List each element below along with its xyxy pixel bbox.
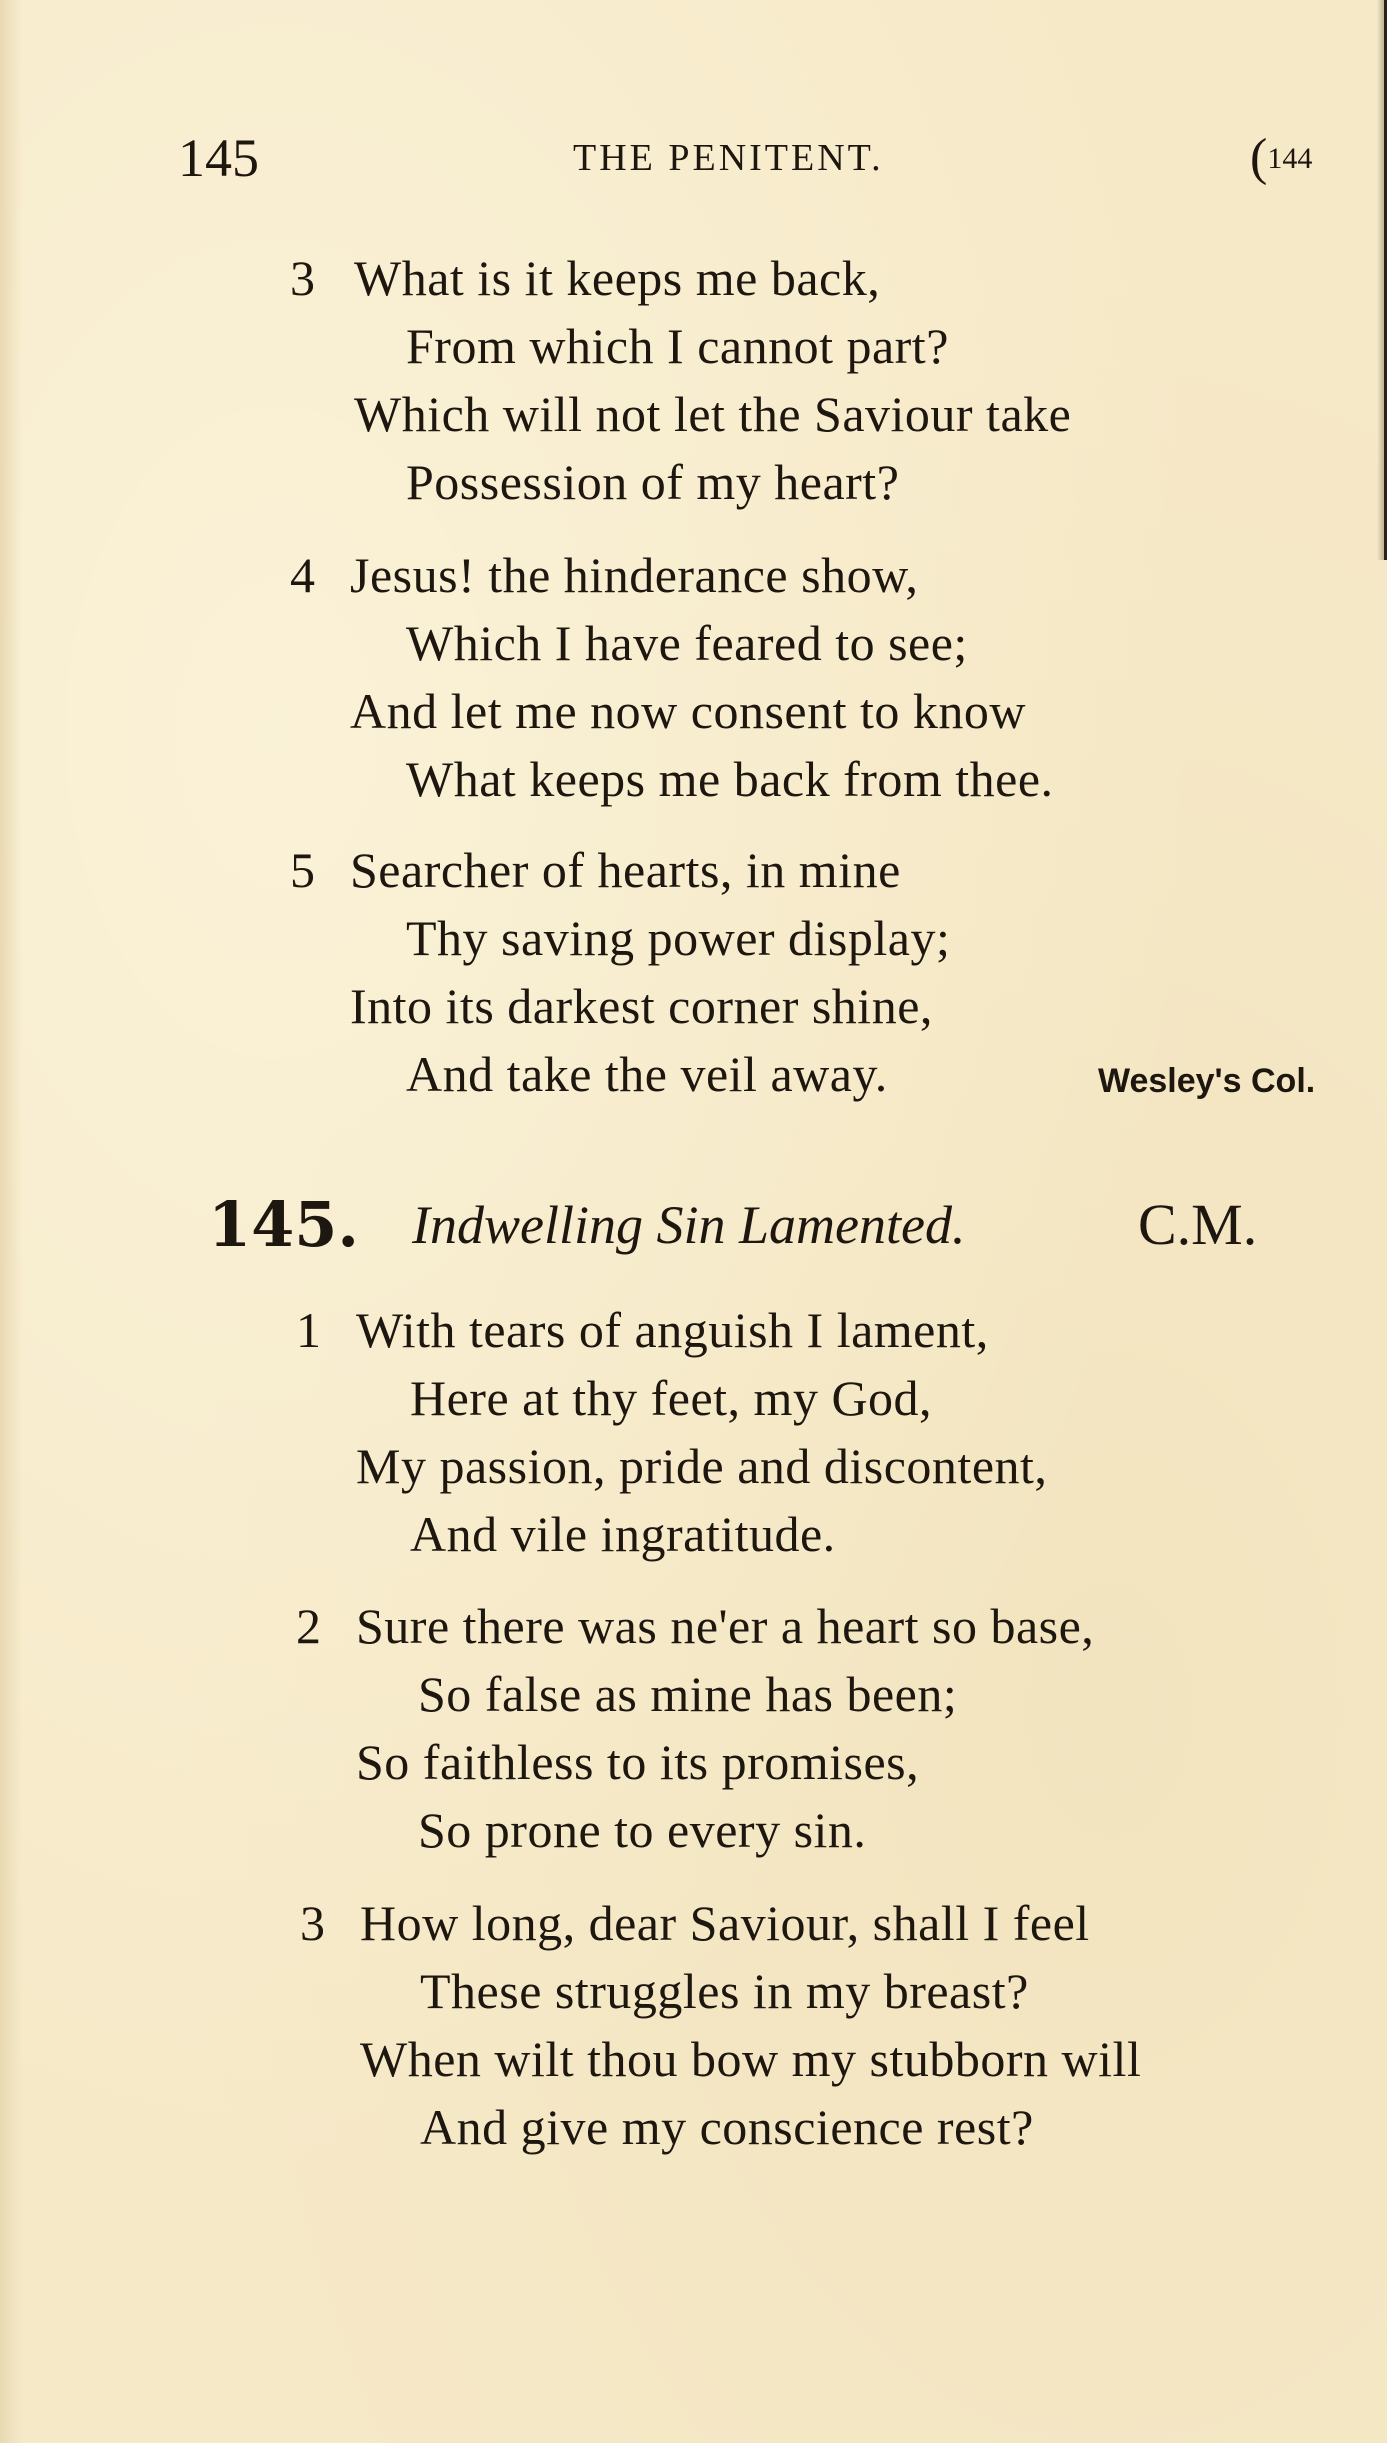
verse-line: How long, dear Saviour, shall I feel: [360, 1895, 1090, 1951]
verse-line: Into its darkest corner shine,: [350, 978, 933, 1034]
page-right-edge-shading: [1377, 0, 1387, 560]
verse-line: So prone to every sin.: [418, 1802, 867, 1858]
stanza-number: 3: [300, 1895, 325, 1951]
verse-line: What is it keeps me back,: [354, 250, 881, 306]
verse-line: And take the veil away.: [406, 1046, 888, 1102]
verse-line: Jesus! the hinderance show,: [350, 547, 919, 603]
verse-line: And vile ingratitude.: [410, 1506, 836, 1562]
verse-line: These struggles in my breast?: [420, 1963, 1029, 2019]
page-number-right-value: 144: [1267, 142, 1313, 175]
verse-line: Which I have feared to see;: [406, 615, 968, 671]
verse-line: So faithless to its promises,: [356, 1734, 920, 1790]
running-title: THE PENITENT.: [573, 137, 884, 179]
verse-line: Sure there was ne'er a heart so base,: [356, 1598, 1095, 1654]
attribution: Wesley's Col.: [1098, 1062, 1316, 1100]
verse-line: My passion, pride and discontent,: [356, 1438, 1048, 1494]
verse-line: When wilt thou bow my stubborn will: [360, 2031, 1142, 2087]
verse-line: Here at thy feet, my God,: [410, 1370, 933, 1426]
page-number-right-paren: (: [1250, 129, 1268, 186]
verse-line: And let me now consent to know: [350, 683, 1027, 739]
stanza-number: 3: [290, 250, 315, 306]
verse-line: With tears of anguish I lament,: [356, 1302, 989, 1358]
hymn-meter: C.M.: [1138, 1192, 1258, 1257]
verse-line: So false as mine has been;: [418, 1666, 958, 1722]
hymn-number: 145.: [208, 1188, 360, 1261]
page-number-left: 145: [178, 128, 259, 188]
stanza-number: 1: [296, 1302, 321, 1358]
stanza-number: 2: [296, 1598, 321, 1654]
verse-line: Possession of my heart?: [406, 454, 900, 510]
stanza-number: 4: [290, 547, 315, 603]
page-left-edge-shading: [0, 0, 22, 2443]
verse-line: Thy saving power display;: [406, 910, 951, 966]
hymn-title: Indwelling Sin Lamented.: [412, 1195, 966, 1255]
verse-line: Searcher of hearts, in mine: [350, 842, 901, 898]
verse-line: From which I cannot part?: [406, 318, 949, 374]
verse-line: And give my conscience rest?: [420, 2099, 1034, 2155]
verse-line: Which will not let the Saviour take: [354, 386, 1072, 442]
verse-line: What keeps me back from thee.: [406, 751, 1054, 807]
page-number-right: [1250, 128, 1312, 189]
stanza-number: 5: [290, 842, 315, 898]
